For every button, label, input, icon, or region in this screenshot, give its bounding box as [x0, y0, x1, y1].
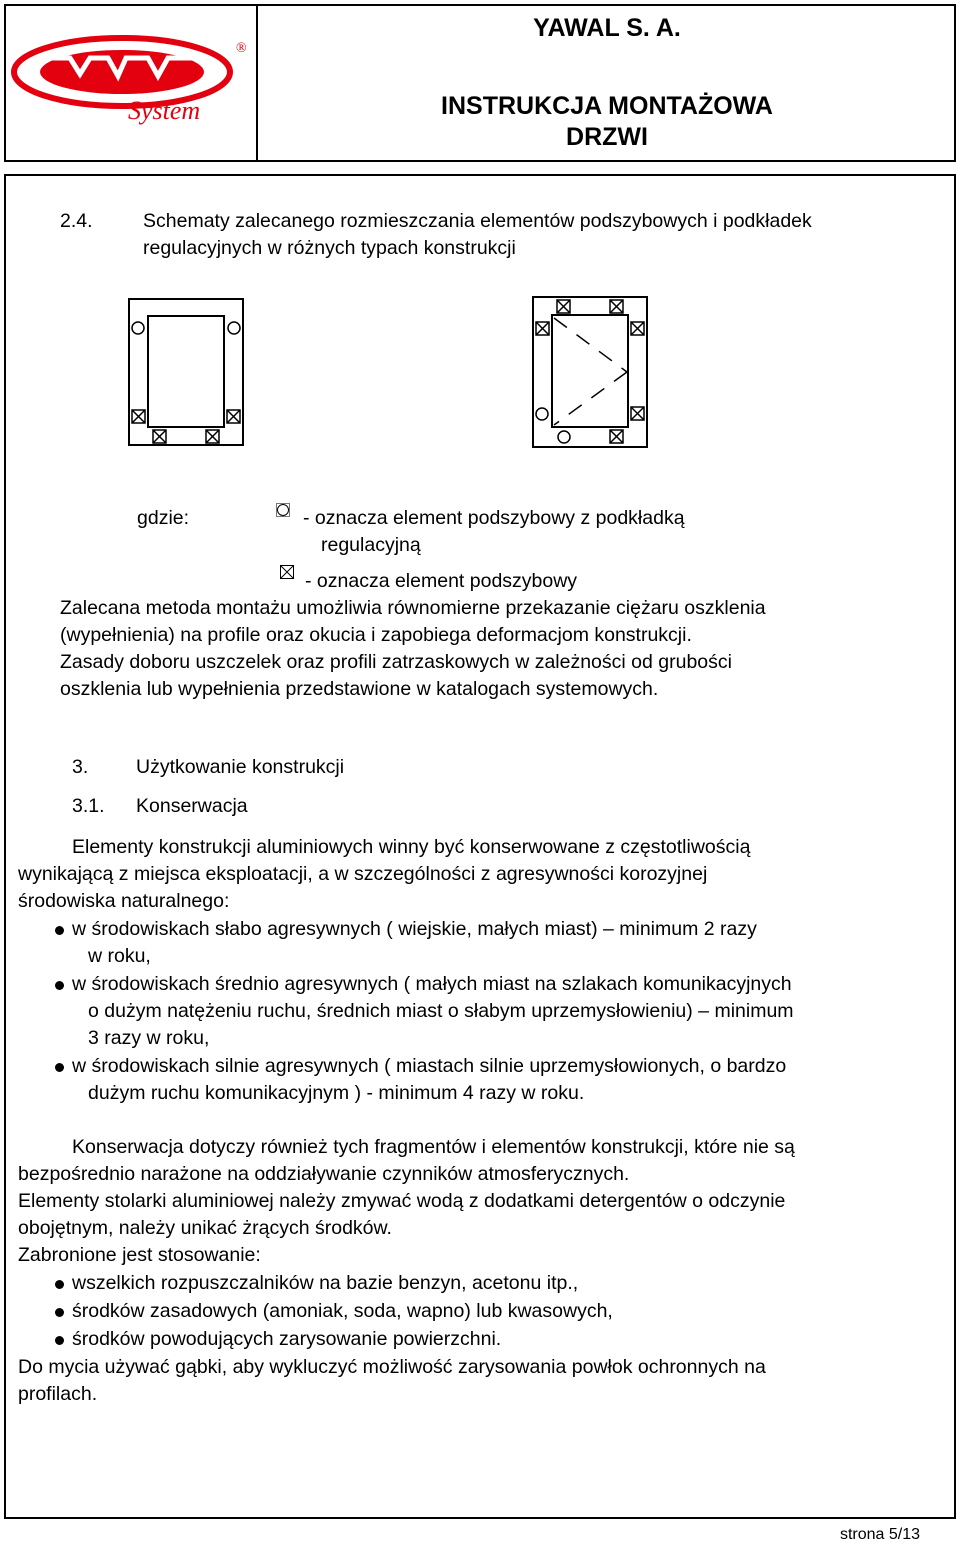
- bullet-icon: [55, 1308, 64, 1317]
- diagram-fixed-frame: [128, 298, 248, 455]
- paragraph-line: Elementy stolarki aluminiowej należy zmywać wodą z dodatkami detergentów o odczynie: [18, 1190, 786, 1212]
- bullet-line: 3 razy w roku,: [88, 1027, 210, 1049]
- intro-line: wynikającą z miejsca eksploatacji, a w szczególności z agresywności korozyjnej: [18, 863, 708, 885]
- page-number: strona 5/13: [839, 1526, 920, 1543]
- forbidden-item: środków zasadowych (amoniak, soda, wapno) lub kwasowych,: [72, 1300, 613, 1322]
- company-logo: [8, 18, 252, 158]
- bullet-icon: [55, 1336, 64, 1345]
- bullet-line: w środowiskach silnie agresywnych ( miastach silnie uprzemysłowionych, o bardzo: [72, 1055, 787, 1077]
- logo-subtitle: System: [128, 96, 201, 125]
- document-title: [258, 91, 956, 153]
- bullet-line: w roku,: [88, 945, 151, 967]
- section-3-1-number: 3.1.: [72, 795, 105, 817]
- paragraph-line: Konserwacja dotyczy również tych fragmentów i elementów konstrukcji, które nie są: [72, 1136, 795, 1158]
- paragraph-line: Zasady doboru uszczelek oraz profili zatrzaskowych w zależności od grubości: [60, 651, 732, 673]
- intro-line: Elementy konstrukcji aluminiowych winny być konserwowane z częstotliwością: [72, 836, 751, 858]
- company-name: YAWAL S. A.: [533, 14, 681, 42]
- forbidden-item: środków powodujących zarysowanie powierzchni.: [72, 1328, 502, 1350]
- registered-mark: ®: [236, 41, 247, 56]
- bullet-line: dużym ruchu komunikacyjnym ) - minimum 4 razy w roku.: [88, 1082, 585, 1104]
- paragraph-line: bezpośrednio narażone na oddziaływanie czynników atmosferycznych.: [18, 1163, 630, 1185]
- legend-item-1-line-1: - oznacza element podszybowy z podkładką: [303, 507, 685, 529]
- paragraph-line: obojętnym, należy unikać żrących środków.: [18, 1217, 392, 1239]
- section-title-line-1: Schematy zalecanego rozmieszczania elementów podszybowych i podkładek: [143, 210, 812, 232]
- section-3-1-title: Konserwacja: [136, 795, 248, 817]
- circle-square-icon: [276, 503, 290, 522]
- paragraph-line: Zalecana metoda montażu umożliwia równomierne przekazanie ciężaru oszklenia: [60, 597, 766, 619]
- crossed-square-icon: [280, 565, 294, 584]
- bullet-icon: [55, 1063, 64, 1072]
- legend-label: gdzie:: [137, 507, 190, 529]
- paragraph-line: (wypełnienia) na profile oraz okucia i zapobiega deformacjom konstrukcji.: [60, 624, 692, 646]
- closing-line: profilach.: [18, 1383, 98, 1405]
- intro-line: środowiska naturalnego:: [18, 890, 230, 912]
- section-title-line-2: regulacyjnych w różnych typach konstrukcji: [143, 237, 516, 259]
- paragraph-line: Zabronione jest stosowanie:: [18, 1244, 261, 1266]
- section-3-number: 3.: [72, 756, 89, 778]
- bullet-icon: [55, 981, 64, 990]
- closing-line: Do mycia używać gąbki, aby wykluczyć możliwość zarysowania powłok ochronnych na: [18, 1356, 766, 1378]
- section-number: 2.4.: [60, 210, 93, 232]
- bullet-line: w środowiskach słabo agresywnych ( wiejskie, małych miast) – minimum 2 razy: [72, 918, 757, 940]
- section-3-title: Użytkowanie konstrukcji: [136, 756, 345, 778]
- legend-item-1-line-2: regulacyjną: [321, 534, 421, 556]
- title-line-1: INSTRUKCJA MONTAŻOWA: [441, 92, 773, 120]
- diagram-opening-sash: [532, 296, 652, 457]
- forbidden-item: wszelkich rozpuszczalników na bazie benzyn, acetonu itp.,: [72, 1272, 579, 1294]
- paragraph-line: oszklenia lub wypełnienia przedstawione w katalogach systemowych.: [60, 678, 659, 700]
- bullet-line: o dużym natężeniu ruchu, średnich miast o słabym uprzemysłowieniu) – minimum: [88, 1000, 794, 1022]
- bullet-icon: [55, 1280, 64, 1289]
- bullet-icon: [55, 926, 64, 935]
- title-line-2: DRZWI: [566, 123, 648, 151]
- legend-item-2: - oznacza element podszybowy: [305, 570, 578, 592]
- bullet-line: w środowiskach średnio agresywnych ( małych miast na szlakach komunikacyjnych: [72, 973, 792, 995]
